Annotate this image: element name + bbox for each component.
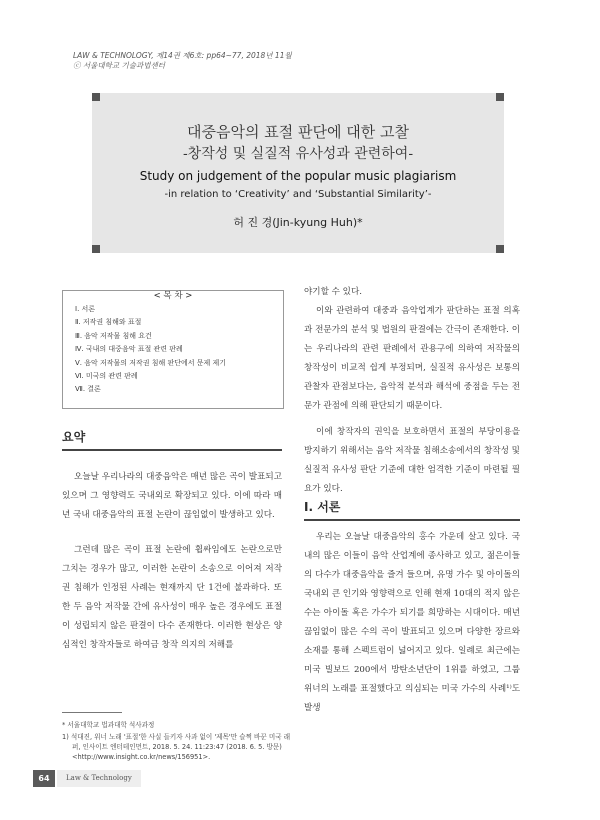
- journal-citation: LAW & TECHNOLOGY, 제14권 제6호: pp64~77, 2018년 11월: [73, 51, 292, 60]
- toc-item: Ⅳ. 국내의 대중음악 표절 관련 판례: [75, 345, 183, 354]
- title-box: [92, 93, 504, 253]
- corner-mark: [92, 93, 100, 101]
- subtitle-english: -in relation to ‘Creativity’ and ‘Substantial Similarity’-: [164, 189, 432, 200]
- toc-item: Ⅶ. 결론: [75, 385, 101, 394]
- toc-heading: < 목 차 >: [148, 291, 199, 301]
- footnote: 1) 석대진, 위너 노래 '표절'한 사실 들키자 사과 없이 '제목'만 슬쩍 바꾼 미국 래퍼, 인사이트 엔터테인먼트, 2018. 5. 24. 11:23:47 (2018. 6. 5. 방문) <http://www.insight.co.kr/news/156951>.: [62, 733, 291, 761]
- heading-rule: [304, 519, 520, 521]
- table-of-contents: [62, 290, 284, 409]
- title-english: Study on judgement of the popular music plagiarism: [139, 169, 457, 183]
- body-paragraph: 야기할 수 있다.: [304, 287, 363, 297]
- section-heading: Ⅰ. 서론: [304, 500, 341, 514]
- toc-item: Ⅱ. 저작권 침해와 표절: [75, 318, 142, 327]
- abstract-paragraph: 그런데 많은 곡이 표절 논란에 휩싸임에도 논란으로만 그치는 경우가 많고, 이러한 논란이 소송으로 이어져 저작권 침해가 인정된 사례는 현재까지 단 1건에 불과하다. 또한 두 음악 저작물 간에 유사성이 매우 높은 경우에도 표절이 성립되지 않은 판결이 다수 존재한다. 이러한 현상은 양심적인 창작자들로 하여금 창작 의지의 저해를: [62, 545, 282, 650]
- heading-rule: [62, 449, 282, 451]
- subtitle-korean: -창작성 및 실질적 유사성과 관련하여-: [182, 146, 414, 162]
- abstract-paragraph: 오늘날 우리나라의 대중음악은 매년 많은 곡이 발표되고 있으며 그 영향력도 국내외로 확장되고 있다. 이에 따라 매년 국내 대중음악의 표절 논란이 끊임없이 발생하고 있다.: [62, 472, 282, 520]
- page-number: 64: [33, 770, 55, 787]
- body-paragraph: 이와 관련하여 대중과 음악업계가 판단하는 표절 의혹과 전문가의 분석 및 법원의 판결에는 간극이 존재한다. 이는 우리나라의 관련 판례에서 관용구에 의하여 저작물의 창작성이 비교적 쉽게 부정되며, 실질적 유사성은 보통의 관찰자 관점보다는, 음악적 분석과 해석에 중점을 두는 전문가 관점에 의해 판단되기 때문이다.: [304, 306, 520, 411]
- toc-item: Ⅰ. 서론: [75, 305, 96, 313]
- abstract-heading: 요약: [62, 430, 86, 444]
- intro-heading-block: [304, 498, 520, 521]
- corner-mark: [496, 93, 504, 101]
- corner-mark: [92, 245, 100, 253]
- author: 허 진 경(Jin-kyung Huh)*: [233, 216, 363, 229]
- toc-item: Ⅲ. 음악 저작물 침해 요건: [75, 331, 152, 340]
- body-paragraph: 우리는 오늘날 대중음악의 홍수 가운데 살고 있다. 국내의 많은 이들이 음악 산업계에 종사하고 있고, 젊은이들의 다수가 대중음악을 즐겨 들으며, 유명 가수 및 아이돌의 국내외 큰 인기와 영향력으로 인해 현재 10대의 적지 않은 수는 아이돌 혹은 가수가 되기를 희망하는 시대이다. 매년 끊임없이 많은 수의 곡이 발표되고 있으며 다양한 장르와 소재를 통해 스펙트럼이 넓어지고 있다. 일례로 최근에는 미국 빌보드 200에서 방탄소년단이 1위를 하였고, 그룹 위너의 노래를 표절했다고 의심되는 미국 가수의 사례¹⁾도 발생: [304, 532, 520, 713]
- footnote: * 서울대학교 법과대학 석사과정: [62, 721, 155, 729]
- body-paragraph: 이에 창작자의 권익을 보호하면서 표절의 부당이용을 방지하기 위해서는 음악 저작물 침해소송에서의 창작성 및 실질적 유사성 판단 기준에 대한 엄격한 기준이 마련될 필요가 있다.: [304, 427, 520, 494]
- journal-name: Law & Technology: [57, 770, 141, 787]
- toc-item: Ⅴ. 음악 저작물의 저작권 침해 판단에서 문제 제기: [75, 358, 227, 367]
- footnote-rule: [62, 712, 122, 713]
- title-korean: 대중음악의 표절 판단에 대한 고찰: [187, 123, 409, 141]
- abstract-heading-block: [62, 428, 282, 451]
- corner-mark: [496, 245, 504, 253]
- toc-item: Ⅵ. 미국의 관련 판례: [75, 372, 138, 381]
- copyright-line: ⓒ 서울대학교 기술과법센터: [73, 61, 165, 70]
